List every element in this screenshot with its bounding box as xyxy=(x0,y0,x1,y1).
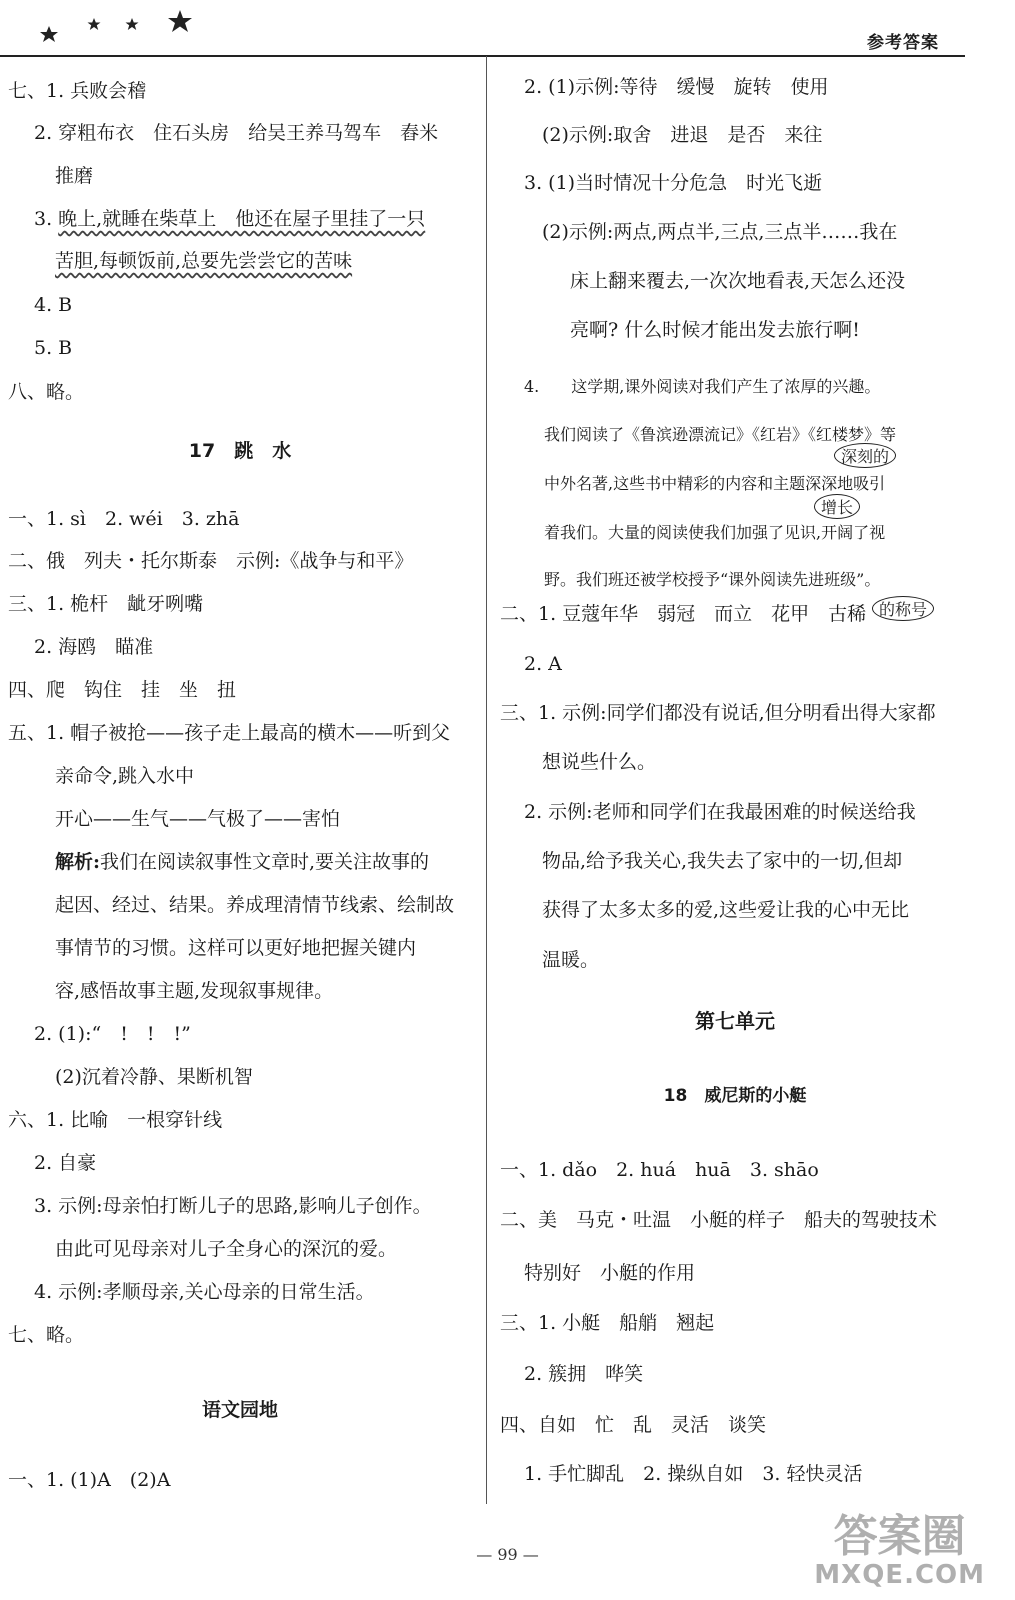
answer-line: (2)示例:两点,两点半,三点,三点半……我在 xyxy=(542,221,898,243)
answer-line xyxy=(34,205,425,233)
answer-line: 物品,给予我关心,我失去了家中的一切,但却 xyxy=(542,850,903,872)
column-divider xyxy=(486,56,487,1504)
answer-number: 3. xyxy=(34,208,59,230)
answer-line: 开心——生气——气极了——害怕 xyxy=(55,808,341,830)
answer-line: 二、美 马克・吐温 小艇的样子 船夫的驾驶技术 xyxy=(500,1209,938,1231)
answer-line: (2)示例:取舍 进退 是否 来往 xyxy=(542,124,823,146)
analysis-line: 事情节的习惯。这样可以更好地把握关键内 xyxy=(55,937,417,959)
answer-line: 3. (1)当时情况十分危急 时光飞逝 xyxy=(524,172,823,194)
wavy-underlined-text: 晚上,就睡在柴草上 他还在屋子里挂了一只 xyxy=(58,208,426,230)
answer-line: 2. 海鸥 瞄准 xyxy=(34,636,154,658)
answer-line: 二、1. 豆蔻年华 弱冠 而立 花甲 古稀 xyxy=(500,603,867,625)
answer-line: 七、1. 兵败会稽 xyxy=(8,80,147,102)
answer-line: 六、1. 比喻 一根穿针线 xyxy=(8,1109,223,1131)
answer-line: 2. (1)示例:等待 缓慢 旋转 使用 xyxy=(524,76,829,98)
answer-line: 温暖。 xyxy=(542,949,600,971)
handwritten-correction: 深刻的 xyxy=(834,443,896,468)
analysis-line xyxy=(55,848,429,876)
answer-line: 2. 簇拥 哗笑 xyxy=(524,1363,644,1385)
watermark-logo xyxy=(814,1511,985,1590)
revision-line: 4. 这学期,课外阅读对我们产生了浓厚的兴趣。 xyxy=(524,377,881,396)
answer-line: 由此可见母亲对儿子全身心的深沉的爱。 xyxy=(55,1238,398,1260)
answer-line: 四、爬 钩住 挂 坐 扭 xyxy=(8,679,237,701)
answer-line: (2)沉着冷静、果断机智 xyxy=(55,1066,253,1088)
section-title: 语文园地 xyxy=(201,1399,278,1421)
star-icon xyxy=(126,18,139,30)
answer-line: 获得了太多太多的爱,这些爱让我的心中无比 xyxy=(542,899,910,921)
answer-line: 2. A xyxy=(524,653,562,675)
answer-line: 一、1. (1)A (2)A xyxy=(8,1469,171,1491)
answer-line: 3. 示例:母亲怕打断儿子的思路,影响儿子创作。 xyxy=(34,1195,432,1217)
watermark-text: 答案圈 xyxy=(833,1511,966,1562)
answer-line: 五、1. 帽子被抢——孩子走上最高的横木——听到父 xyxy=(8,722,451,744)
answer-line: 七、略。 xyxy=(8,1324,85,1346)
section-title: 18 威尼斯的小艇 xyxy=(663,1086,807,1106)
page-number: — 99 — xyxy=(476,1545,539,1564)
section-title: 17 跳 水 xyxy=(188,440,292,462)
handwritten-correction: 增长 xyxy=(814,494,860,519)
answer-line: 4. B xyxy=(34,294,73,316)
answer-line: 八、略。 xyxy=(8,381,85,403)
wavy-underlined-text: 苦胆,每顿饭前,总要先尝尝它的苦味 xyxy=(55,250,353,272)
answer-line: 特别好 小艇的作用 xyxy=(524,1262,696,1284)
answer-line: 床上翻来覆去,一次次地看表,天怎么还没 xyxy=(570,270,906,292)
watermark-url: MXQE.COM xyxy=(814,1560,985,1590)
answer-line: 1. 手忙脚乱 2. 操纵自如 3. 轻快灵活 xyxy=(524,1463,863,1485)
star-icon xyxy=(168,10,192,32)
revision-line: 野。我们班还被学校授予“课外阅读先进班级”。 xyxy=(544,570,881,589)
answer-line: 一、1. sì 2. wéi 3. zhā xyxy=(8,508,240,530)
answer-line: 三、1. 小艇 船艄 翘起 xyxy=(500,1312,715,1334)
answer-line: 亲命令,跳入水中 xyxy=(55,765,195,787)
answer-line: 推磨 xyxy=(55,165,94,187)
answer-line: 三、1. 示例:同学们都没有说话,但分明看出得大家都 xyxy=(500,702,936,724)
answer-line: 二、俄 列夫・托尔斯泰 示例:《战争与和平》 xyxy=(8,550,414,572)
unit-title: 第七单元 xyxy=(695,1009,775,1033)
header-title: 参考答案 xyxy=(867,33,939,53)
answer-line: 一、1. dǎo 2. huá huā 3. shāo xyxy=(500,1159,819,1181)
answer-line: 2. 穿粗布衣 住石头房 给吴王养马驾车 舂米 xyxy=(34,122,439,144)
answer-line: 2. 自豪 xyxy=(34,1152,97,1174)
answer-line: 四、自如 忙 乱 灵活 谈笑 xyxy=(500,1414,767,1436)
decorative-stars xyxy=(34,8,204,42)
answer-line: 亮啊? 什么时候才能出发去旅行啊! xyxy=(570,319,860,341)
answer-line: 5. B xyxy=(34,337,73,359)
answer-line: 想说些什么。 xyxy=(542,751,657,773)
answer-line: 三、1. 桅杆 龇牙咧嘴 xyxy=(8,593,204,615)
analysis-label: 解析: xyxy=(55,851,101,873)
answer-line: 4. 示例:孝顺母亲,关心母亲的日常生活。 xyxy=(34,1281,375,1303)
analysis-line: 容,感悟故事主题,发现叙事规律。 xyxy=(55,980,334,1002)
handwritten-correction: 的称号 xyxy=(872,596,934,621)
answer-line: 2. (1):“ ! ! !” xyxy=(34,1023,191,1045)
revision-line: 我们阅读了《鲁滨逊漂流记》《红岩》《红楼梦》等 xyxy=(544,425,897,444)
star-icon xyxy=(88,18,101,30)
revision-line: 着我们。大量的阅读使我们加强了见识,开阔了视 xyxy=(544,523,886,542)
revision-line: 中外名著,这些书中精彩的内容和主题深深地吸引 xyxy=(544,474,886,493)
analysis-line: 起因、经过、结果。养成理清情节线索、绘制故 xyxy=(55,894,455,916)
header-rule xyxy=(0,55,965,57)
analysis-text: 我们在阅读叙事性文章时,要关注故事的 xyxy=(100,851,430,873)
star-icon xyxy=(40,26,58,42)
answer-line: 2. 示例:老师和同学们在我最困难的时候送给我 xyxy=(524,801,916,823)
